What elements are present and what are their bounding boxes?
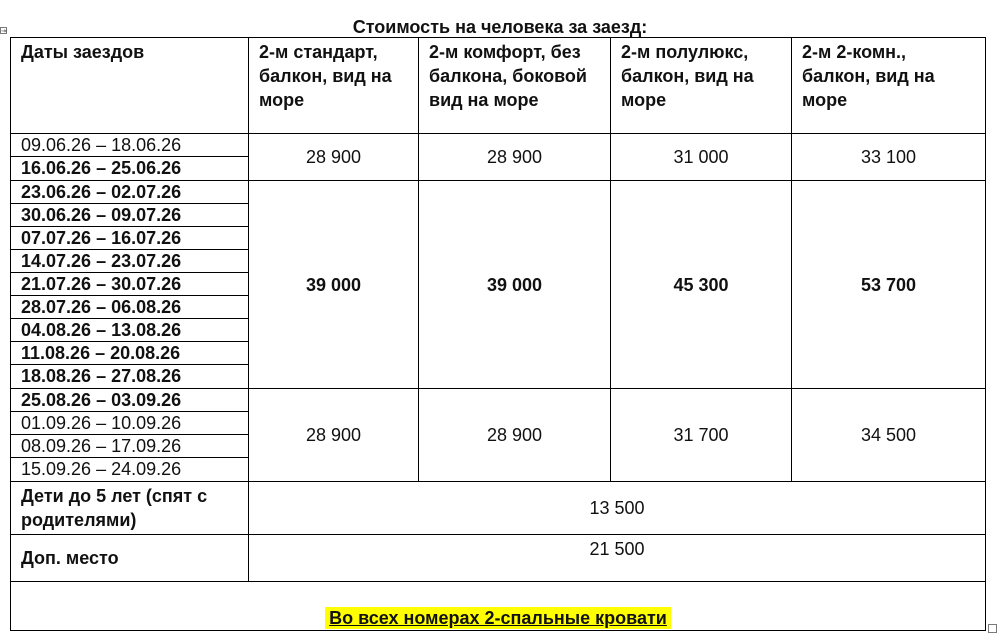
table-resize-handle-icon[interactable] [988, 624, 997, 633]
header-room-junior-suite: 2-м полулюкс, балкон, вид на море [611, 38, 792, 134]
extra-bed-row [11, 535, 986, 582]
note-row [11, 582, 986, 631]
extra-bed-price: 21 500 [249, 535, 986, 582]
date-range: 16.06.26 – 25.06.26 [21, 158, 182, 178]
price-cell: 33 100 [792, 134, 986, 181]
price-cell: 31 700 [611, 389, 792, 482]
highlighted-note: Во всех номерах 2-спальные кровати [325, 607, 671, 629]
price-table [10, 37, 986, 631]
period-row [11, 181, 986, 389]
date-range: 18.08.26 – 27.08.26 [21, 366, 182, 386]
children-row [11, 482, 986, 535]
date-range: 07.07.26 – 16.07.26 [11, 227, 248, 250]
price-cell: 28 900 [249, 134, 419, 181]
header-room-standard: 2-м стандарт, балкон, вид на море [249, 38, 419, 134]
date-range: 30.06.26 – 09.07.26 [11, 204, 248, 227]
table-caption: Стоимость на человека за заезд: [352, 17, 648, 37]
price-cell: 45 300 [611, 181, 792, 389]
period-dates-cell [11, 181, 249, 389]
date-range: 25.08.26 – 03.09.26 [11, 389, 248, 412]
price-cell: 53 700 [792, 181, 986, 389]
date-range: 21.07.26 – 30.07.26 [11, 273, 248, 296]
header-row [11, 38, 986, 134]
header-room-two-room: 2-м 2-комн., балкон, вид на море [792, 38, 986, 134]
period-row [11, 134, 986, 181]
price-cell: 31 000 [611, 134, 792, 181]
children-label: Дети до 5 лет (спят с родителями) [11, 482, 249, 535]
date-range: 09.06.26 – 18.06.26 [11, 134, 248, 157]
price-cell: 28 900 [419, 134, 611, 181]
note-cell [11, 582, 986, 631]
period-row [11, 389, 986, 482]
price-cell: 39 000 [249, 181, 419, 389]
date-range: 11.08.26 – 20.08.26 [11, 342, 248, 365]
date-range: 04.08.26 – 13.08.26 [11, 319, 248, 342]
date-range: 15.09.26 – 24.09.26 [21, 459, 182, 479]
date-range: 23.06.26 – 02.07.26 [11, 181, 248, 204]
children-price: 13 500 [249, 482, 986, 535]
date-range: 08.09.26 – 17.09.26 [11, 435, 248, 458]
period-dates-cell [11, 134, 249, 181]
price-cell: 28 900 [249, 389, 419, 482]
date-range: 28.07.26 – 06.08.26 [11, 296, 248, 319]
date-range: 01.09.26 – 10.09.26 [11, 412, 248, 435]
header-dates: Даты заездов [11, 38, 249, 134]
table-move-handle-icon[interactable]: ⇥ [1, 28, 7, 35]
period-dates-cell [11, 389, 249, 482]
date-range: 14.07.26 – 23.07.26 [11, 250, 248, 273]
price-cell: 28 900 [419, 389, 611, 482]
price-cell: 39 000 [419, 181, 611, 389]
price-cell: 34 500 [792, 389, 986, 482]
header-room-comfort: 2-м комфорт, без балкона, боковой вид на море [419, 38, 611, 134]
extra-bed-label: Доп. место [11, 535, 249, 582]
